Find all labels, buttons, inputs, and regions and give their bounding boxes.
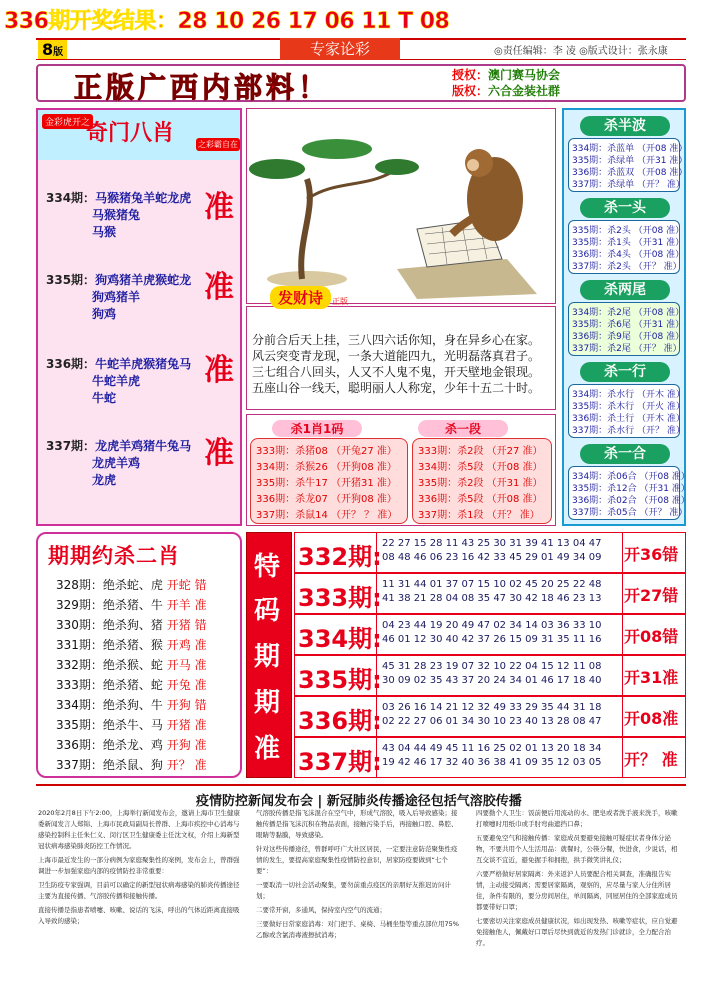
special-result: 开36错 (624, 545, 679, 564)
half-title: 杀半波 (580, 116, 670, 136)
poem-line: 三七组合八回头，人又不人鬼不鬼，开天壁地金银现。 (252, 365, 541, 379)
qiqi-row: 334期：绝杀狗、牛 开狗 错 (56, 698, 207, 712)
half-line: 334期：杀蓝单 （开08 准） (572, 144, 688, 154)
kill-one-line: 335期：杀牛17 （开猪31 准） (256, 478, 397, 489)
edition-badge (38, 40, 67, 59)
special-side-char: 期 (254, 688, 281, 718)
qiqi-title: 期期约杀二肖 (48, 544, 180, 568)
monkey-chess-illustration (247, 109, 555, 303)
kill-seg-title: 杀一段 (418, 420, 508, 437)
special-side-char: 期 (254, 642, 281, 672)
qiqi-row: 330期：绝杀狗、猪 开猪 错 (56, 618, 207, 632)
news-headline: 疫情防控新闻发布会 | 新冠肺炎传播途径包括气溶胶传播 (196, 794, 522, 809)
qiqi-row: 328期：绝杀蛇、虎 开蛇 错 (56, 578, 207, 592)
qimen-tag-right: 之彩霸自在 (198, 140, 238, 149)
banner-title: 正版广西内部料！ (74, 71, 331, 104)
tail-title: 杀两尾 (580, 280, 670, 300)
edition-suffix: 版 (53, 47, 64, 58)
row-line: 335期：杀木行 （开火 准） (572, 402, 685, 412)
qimen-tag-left: 金彩虎开之 (42, 114, 93, 129)
news-column-1: 2020年2月8日下午2:00，上海举行新闻发布会，邀请上海市卫生健康委新闻发言人郑锦、上海市民政局副局长曾群、上海市疾控中心消毒与感染控制科主任朱仁义、闵行区卫生健康委主任沈文权，介绍上海新型冠状病毒感染肺炎防控工作情况。 上海市最近发生的一部分病例为家庭聚集性的案例，发布会上，曾群强调进一步加强家庭内部的疫情防控非常重要： 卫生防疫专家强调，目前可以确定的新型冠状病毒感染的肺炎传播途径主要为直接传播、气溶胶传播和接触传播。 直接传播是指患者喷嚏、咳嗽、说话的飞沫，呼出的气体近距离直接吸入导致的感染； (38, 809, 240, 925)
fortune-tag-sub: 正版 (332, 297, 348, 306)
kill-seg-line: 336期：杀5段 （开08 准） (418, 494, 543, 505)
special-period: 333期: (298, 584, 382, 612)
half-line: 337期：杀绿单 （开？ 准） (572, 180, 685, 190)
editors-credit: ◎责任编辑：李 凌 ◎版式设计：张永康 (494, 46, 668, 57)
special-numbers: 43 04 44 49 45 11 16 25 02 01 13 20 18 34 19 42 46 17 32 40 36 38 41 09 35 12 03 05 (382, 743, 602, 768)
kill-seg-line: 333期：杀2段 （开27 准） (418, 446, 543, 457)
special-period: 334期: (298, 625, 382, 653)
poem-line: 五座山谷一线天，聪明丽人人称宠，少年十五二十时。 (252, 381, 541, 395)
head-line: 335期：杀1头 （开31 准） (572, 238, 685, 248)
poem-line: 风云突变青龙现，一条大道能四九，光明磊落真君子。 (252, 349, 541, 363)
special-result: 开？ 准 (624, 750, 678, 769)
column-name: 专家论彩 (280, 38, 400, 60)
poem-line: 分前合后天上挂，三八四六话你知，身在异乡心在家。 (252, 333, 541, 347)
qimen-row: 335期：狗鸡猪羊虎猴蛇龙 狗鸡猪羊 狗鸡 (46, 273, 192, 321)
special-numbers: 45 31 28 23 19 07 32 10 22 04 15 12 11 08 30 09 02 35 43 37 20 24 34 01 46 17 18 40 (382, 661, 602, 686)
draw-result-title: 336期开奖结果：28 10 26 17 06 11 T 08 (4, 9, 450, 34)
news-column-2: 气溶胶传播是指飞沫混合在空气中，形成气溶胶，吸入后导致感染；接触传播是指飞沫沉积在物品表面，接触污染手后，再接触口腔、鼻腔、眼睛等黏膜，导致感染。 针对这些传播途径，曾群呼吁广大社区居民，一定要注意防范聚集性疫情的发生，要提高家庭聚集性疫情防控意识，居家防疫要做到“七个要”： 一要取消一切社会活动聚集，要勿前重点疫区的亲朋好友推迟访问计划； 二要常开窗，多通风，保持室内空气的流通； 三要做好日常家庭消毒：对门把手、桌椅、马桶坐垫等重点部位用75%乙醇或含氯消毒液擦拭消毒； (256, 809, 459, 939)
qiqi-row: 329期：绝杀猪、牛 开羊 准 (56, 598, 207, 612)
special-period: 336期: (298, 707, 382, 735)
fortune-tag: 发财诗 (270, 286, 331, 309)
head-line: 337期：杀2头 （开？ 准） (572, 262, 682, 272)
special-period: 335期: (298, 666, 382, 694)
special-result: 开08错 (624, 627, 679, 646)
row-line: 337期：杀水行 （开？ 准） (572, 426, 685, 436)
kill-one-title: 杀1肖1码 (272, 420, 362, 437)
qimen-row: 336期：牛蛇羊虎猴猪兔马 牛蛇羊虎 牛蛇 (46, 357, 192, 405)
half-line: 335期：杀绿单 （开31 准） (572, 156, 688, 166)
illustration (246, 108, 556, 304)
head-line: 336期：杀4头 （开08 准） (572, 250, 685, 260)
qimen-row: 337期：龙虎羊鸡猪牛兔马 龙虎羊鸡 龙虎 (46, 439, 192, 487)
qiqi-row: 332期：绝杀猴、蛇 开马 准 (56, 658, 207, 672)
qiqi-row: 331期：绝杀猪、猴 开鸡 准 (56, 638, 207, 652)
tail-line: 336期：杀9尾 （开08 准） (572, 332, 685, 342)
half-line: 336期：杀蓝双 （开08 准） (572, 168, 688, 178)
special-result: 开31准 (624, 668, 679, 687)
tail-line: 335期：杀6尾 （开31 准） (572, 320, 685, 330)
row-line: 336期：杀土行 （开木 准） (572, 414, 685, 424)
edition-number: 8 (42, 40, 54, 59)
special-side-char: 准 (254, 734, 281, 764)
qiqi-row: 333期：绝杀猪、蛇 开兔 准 (56, 678, 207, 692)
row-title: 杀一行 (580, 362, 670, 382)
news-column-3: 四要勤个人卫生：饭前便后用流动的水、肥皂或者洗手液来洗手，咳嗽打喷嚏时用纸巾或手肘弯曲遮挡口鼻； 五要避免空气和接触传播：家庭成员要避免接触可疑症状者身体分泌物，不要共用个人生活用品：就餐时，公筷分餐，快进食，少说话，相互交谈不宜近，避免握手和拥抱，拱手微笑讲礼仪； 六要严格做好居家隔离：外来返沪人员要配合相关调查，准确报告实情，主动接受隔离；需要居家隔离，观察的，应尽量与家人分住所居住，条件有限的，要分房间居住，单间隔离，同屋居住的全部家庭成员都要带好口罩； 七要密切关注家庭成员健康状况，如出现发热、咳嗽等症状，应自觉避免接触他人，佩戴好口罩后尽快到就近的发热门诊就诊，全力配合治疗。 (476, 809, 678, 947)
combo-line: 337期：杀05合 （开？ 准） (572, 508, 688, 518)
auth1-label: 授权： (452, 68, 489, 82)
qimen-mark: 准 (204, 353, 234, 388)
head-line: 335期：杀2头 （开08 准） (572, 226, 685, 236)
special-numbers: 03 26 16 14 21 12 32 49 33 29 35 44 31 18 02 22 27 06 01 34 30 10 23 40 13 28 08 47 (382, 702, 602, 727)
tail-line: 334期：杀2尾 （开08 准） (572, 308, 685, 318)
special-side-char: 特 (254, 552, 281, 582)
qimen-mark: 准 (204, 436, 234, 471)
qimen-row: 334期：马猴猪兔羊蛇龙虎 马猴猪兔 马猴 (46, 191, 192, 239)
special-period: 337期: (298, 748, 382, 776)
special-period: 332期: (298, 543, 382, 571)
special-numbers: 22 27 15 28 11 43 25 30 31 39 41 13 04 47 08 48 46 06 23 16 42 33 45 29 01 49 34 09 (382, 538, 602, 563)
auth2-label: 版权： (452, 84, 489, 98)
head-title: 杀一头 (580, 198, 670, 218)
qimen-mark: 准 (204, 270, 234, 305)
kill-one-line: 336期：杀龙07 （开狗08 准） (256, 494, 397, 505)
qimen-mark: 准 (204, 190, 234, 225)
special-side-char: 码 (254, 596, 281, 626)
special-numbers: 11 31 44 01 37 07 15 10 02 45 20 25 22 48 41 38 21 28 04 08 35 47 30 42 18 46 23 13 (382, 579, 602, 604)
combo-title: 杀一合 (580, 444, 670, 464)
qimen-title: 奇门八肖 (86, 121, 175, 146)
auth1-value: 澳门赛马协会 (488, 68, 561, 82)
special-result: 开08准 (624, 709, 679, 728)
kill-seg-line: 334期：杀5段 （开08 准） (418, 462, 543, 473)
combo-line: 336期：杀02合 （开08 准） (572, 496, 690, 506)
kill-one-line: 337期：杀鼠14 （开？ ？ 准） (256, 510, 398, 521)
news-rule (36, 784, 686, 786)
auth2-value: 六合金装社群 (488, 84, 561, 98)
special-numbers: 04 23 44 19 20 49 47 02 34 14 03 36 33 10 46 01 12 30 40 42 37 26 15 09 31 35 11 16 (382, 620, 602, 645)
combo-line: 335期：杀12合 （开31 准） (572, 484, 690, 494)
kill-seg-line: 337期：杀1段 （开？ 准） (418, 510, 540, 521)
qiqi-row: 335期：绝杀牛、马 开猪 准 (56, 718, 207, 732)
kill-seg-line: 335期：杀2段 （开31 准） (418, 478, 543, 489)
combo-line: 334期：杀06合 （开08 准） (572, 472, 690, 482)
banner-authorization (452, 67, 560, 99)
qiqi-row: 337期：绝杀鼠、狗 开？ 准 (56, 758, 207, 772)
qiqi-row: 336期：绝杀龙、鸡 开狗 准 (56, 738, 207, 752)
kill-one-line: 333期：杀猪08 （开兔27 准） (256, 446, 397, 457)
special-result: 开27错 (624, 586, 679, 605)
tail-line: 337期：杀2尾 （开？ 准） (572, 344, 682, 354)
kill-one-line: 334期：杀猴26 （开狗08 准） (256, 462, 397, 473)
row-line: 334期：杀水行 （开木 准） (572, 390, 685, 400)
